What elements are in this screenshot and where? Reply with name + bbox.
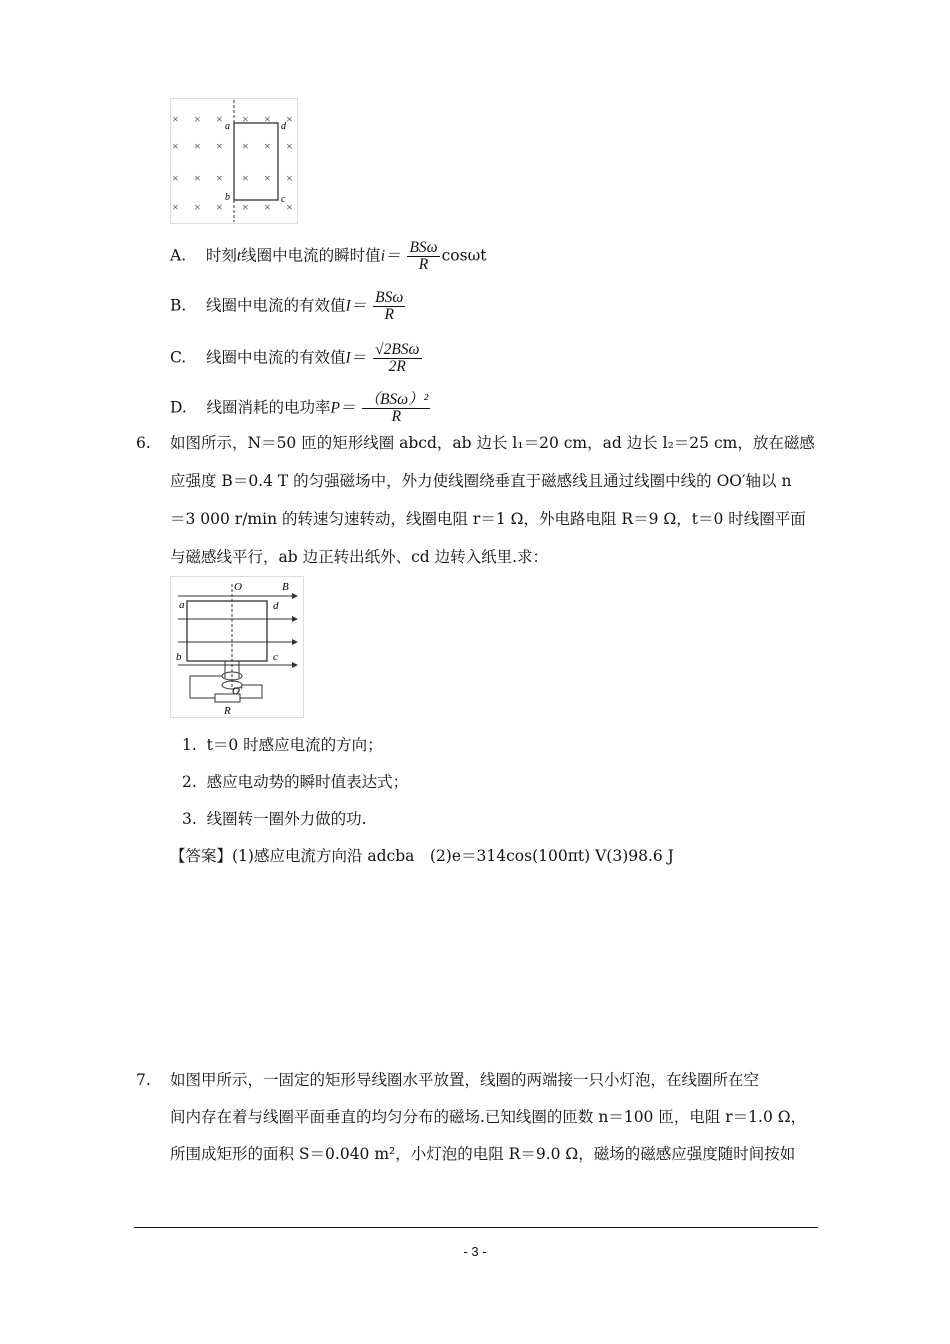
field-cross-mark: × [194,112,201,126]
q6-label-c: c [273,651,278,663]
q6-sub-2: 2. 感应电动势的瞬时值表达式； [182,773,409,791]
field-cross-mark: × [194,171,201,185]
field-cross-mark: × [264,200,271,214]
field-cross-mark: × [286,200,293,214]
q6-label-B: B [282,581,289,593]
q5-label-d: d [281,121,286,132]
q6-sub-3: 3. 线圈转一圈外力做的功. [182,810,367,828]
q6-label-R: R [224,705,231,717]
field-cross-mark: × [242,171,249,185]
field-cross-mark: × [194,200,201,214]
q6-label-a: a [179,599,185,611]
field-cross-mark: × [264,139,271,153]
field-cross-mark: × [286,112,293,126]
field-cross-mark: × [216,112,223,126]
q6-label-b: b [176,651,182,663]
field-cross-mark: × [242,112,249,126]
field-cross-mark: × [242,200,249,214]
field-cross-mark: × [216,171,223,185]
q7-line-2: 间内存在着与线圈平面垂直的均匀分布的磁场.已知线圈的匝数 n＝100 匝，电阻 r＝1.0 Ω， [170,1108,807,1126]
q5-option-d: D. 线圈消耗的电功率P＝ $\frac{\text{（BSω）²}}{R}$ [170,391,429,425]
q6-label-d: d [273,600,279,612]
q6-sub-1: 1. t＝0 时感应电流的方向； [182,736,383,754]
q5-label-c: c [281,194,286,205]
q6-line-2: 应强度 B＝0.4 T 的匀强磁场中，外力使线圈绕垂直于磁感线且通过线圈中线的 OO′轴以 n [170,472,792,490]
field-cross-mark: × [172,200,179,214]
field-cross-mark: × [216,139,223,153]
q7-line-3: 所围成矩形的面积 S＝0.040 m²，小灯泡的电阻 R＝9.0 Ω，磁场的磁感应强度随时间按如 [170,1145,796,1163]
field-cross-mark: × [242,139,249,153]
field-cross-mark: × [264,112,271,126]
footer-rule [134,1227,818,1228]
q5-label-a: a [225,121,230,132]
q5-label-b: b [225,192,230,203]
q6-number: 6. [136,434,151,452]
q6-coil-figure [170,576,304,718]
q6-label-O-prime: O′ [232,685,243,697]
q6-label-O: O [234,581,242,593]
field-cross-mark: × [172,139,179,153]
q7-line-1: 如图甲所示，一固定的矩形导线圈水平放置，线圈的两端接一只小灯泡，在线圈所在空 [170,1071,760,1089]
field-cross-mark: × [286,139,293,153]
q6-answer: 【答案】(1)感应电流方向沿 adcba (2)e＝314cos(100πt) V(3)98.6 J [170,847,674,865]
q5-option-c: C. 线圈中电流的有效值I＝ $\frac{\text{√2BSω}}{2R}$ [170,341,420,375]
field-cross-mark: × [216,200,223,214]
q5-option-b: B. 线圈中电流的有效值I＝ $\frac{\text{BSω}}{R}$ [170,289,404,323]
field-cross-mark: × [172,171,179,185]
q6-line-4: 与磁感线平行，ab 边正转出纸外、cd 边转入纸里.求： [170,548,549,566]
page-number: - 3 - [463,1244,487,1259]
q5-magnetic-field-figure [170,98,298,224]
q6-line-1: 如图所示，N＝50 匝的矩形线圈 abcd，ab 边长 l₁＝20 cm，ad 边长 l₂＝25 cm，放在磁感 [170,434,815,452]
field-cross-mark: × [172,112,179,126]
q7-number: 7. [136,1071,151,1089]
field-cross-mark: × [194,139,201,153]
q6-line-3: ＝3 000 r/min 的转速匀速转动，线圈电阻 r＝1 Ω，外电路电阻 R＝9 Ω，t＝0 时线圈平面 [170,510,806,528]
field-cross-mark: × [264,171,271,185]
q5-option-a: A. 时刻t线圈中电流的瞬时值i＝ $\frac{\text{BSω}}{R}$ cosωt [170,239,487,273]
field-cross-mark: × [286,171,293,185]
